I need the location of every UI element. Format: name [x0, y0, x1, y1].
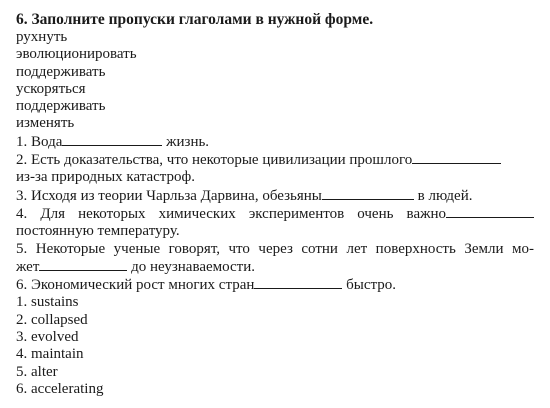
sentence-text: 3. Исходя из теории Чарльза Дарвина, обезьяны: [16, 187, 322, 204]
sentence-5: 5. Некоторые ученые говорят, что через сотни лет поверхность Земли мо-: [16, 240, 534, 257]
sentence-text: до неузнаваемости.: [127, 258, 256, 275]
word-bank-item: эволюционировать: [16, 46, 137, 63]
answer-blank[interactable]: [254, 276, 342, 289]
answer-blank[interactable]: [39, 258, 127, 271]
answer-item: 2. collapsed: [16, 311, 88, 328]
sentence-text: в людей.: [413, 187, 473, 204]
sentence-text: жет: [16, 258, 40, 275]
sentence-text: жизнь.: [162, 133, 210, 150]
sentence-list: [16, 133, 534, 295]
word-bank-item: поддерживать: [16, 63, 106, 80]
exercise-title: 6. Заполните пропуски глаголами в нужной форме.: [16, 11, 374, 28]
answer-item: 6. accelerating: [16, 380, 104, 397]
sentence-text: быстро.: [342, 277, 396, 294]
answer-item: 3. evolved: [16, 329, 79, 346]
answer-item: 4. maintain: [16, 346, 84, 363]
answer-key: [16, 294, 534, 398]
word-bank-item: поддерживать: [16, 98, 106, 115]
sentence-4-continuation: постоянную температуру.: [16, 223, 180, 240]
sentence-2-continuation: из-за природных катастроф.: [16, 169, 195, 186]
answer-item: 5. alter: [16, 363, 58, 380]
sentence-1: [16, 133, 534, 151]
sentence-text: 6. Экономический рост многих стран: [16, 277, 255, 294]
answer-blank[interactable]: [62, 133, 162, 146]
sentence-5-continuation: [16, 258, 534, 276]
word-bank-item: рухнуть: [16, 29, 68, 45]
answer-blank[interactable]: [446, 205, 534, 218]
sentence-6: [16, 276, 534, 294]
sentence-2: [16, 151, 534, 169]
sentence-4: [16, 205, 534, 223]
word-bank-item: изменять: [16, 115, 75, 132]
answer-blank[interactable]: [322, 187, 414, 200]
answer-blank[interactable]: [412, 151, 501, 164]
answer-item: 1. sustains: [16, 294, 79, 311]
sentence-text: 4. Для некоторых химических экспериментов очень важно: [16, 205, 446, 222]
sentence-3: [16, 187, 534, 205]
sentence-text: 2. Есть доказательства, что некоторые цивилизации прошлого: [16, 152, 413, 169]
sentence-text: 1. Вода: [16, 133, 63, 150]
word-bank: [16, 29, 534, 133]
word-bank-item: ускоряться: [16, 80, 86, 97]
